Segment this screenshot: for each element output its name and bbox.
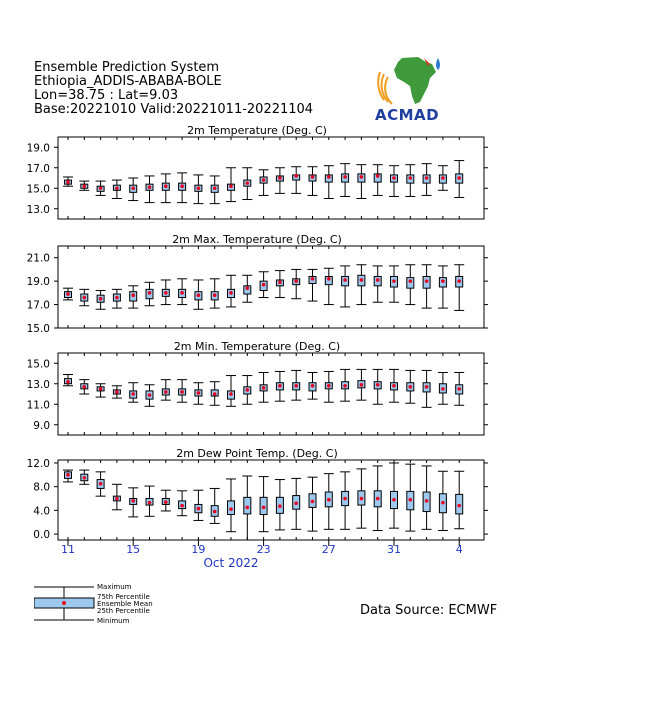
mean-marker xyxy=(262,178,266,182)
panel-title: 2m Temperature (Deg. C) xyxy=(187,124,327,137)
mean-marker xyxy=(360,497,364,501)
y-tick-label: 21.0 xyxy=(26,252,50,265)
header-title: Ensemble Prediction System xyxy=(34,60,220,75)
mean-marker xyxy=(343,175,347,179)
mean-marker xyxy=(99,297,103,301)
mean-marker xyxy=(409,385,413,389)
mean-marker xyxy=(164,500,168,504)
mean-marker xyxy=(441,176,445,180)
mean-marker xyxy=(164,291,168,295)
month-label: Oct 2022 xyxy=(203,556,259,570)
mean-marker xyxy=(360,175,364,179)
mean-marker xyxy=(83,184,87,188)
mean-marker xyxy=(376,497,380,501)
y-tick-label: 4.0 xyxy=(33,505,50,518)
x-tick-label: 23 xyxy=(256,543,271,556)
mean-marker xyxy=(457,387,461,391)
mean-marker xyxy=(360,383,364,387)
mean-marker xyxy=(66,180,70,184)
mean-marker xyxy=(213,186,217,190)
mean-marker xyxy=(148,185,152,189)
y-tick-label: 17.0 xyxy=(26,162,50,175)
mean-marker xyxy=(327,175,331,179)
mean-marker xyxy=(343,278,347,282)
header-coordinates: Lon=38.75 : Lat=9.03 xyxy=(34,88,179,103)
mean-marker xyxy=(441,279,445,283)
mean-marker xyxy=(376,383,380,387)
mean-marker xyxy=(343,497,347,501)
mean-marker xyxy=(294,279,298,283)
mean-marker xyxy=(425,499,429,503)
mean-marker xyxy=(83,296,87,300)
mean-marker xyxy=(409,498,413,502)
mean-marker xyxy=(229,392,233,396)
mean-marker xyxy=(311,384,315,388)
mean-marker xyxy=(360,278,364,282)
legend-mean: Ensemble Mean xyxy=(97,600,153,608)
legend-graphic xyxy=(34,584,96,626)
mean-marker xyxy=(376,278,380,282)
y-tick-label: 9.0 xyxy=(33,419,50,432)
mean-marker xyxy=(246,388,250,392)
mean-marker xyxy=(327,498,331,502)
mean-marker xyxy=(213,510,217,514)
mean-marker xyxy=(164,390,168,394)
y-tick-label: 11.0 xyxy=(26,399,50,412)
mean-marker xyxy=(392,498,396,502)
panel-frame xyxy=(58,460,484,540)
mean-marker xyxy=(392,176,396,180)
mean-marker xyxy=(148,501,152,505)
x-tick-label: 31 xyxy=(387,543,401,556)
mean-marker xyxy=(262,283,266,287)
x-tick-label: 4 xyxy=(455,543,463,556)
x-tick-label: 27 xyxy=(321,543,336,556)
mean-marker xyxy=(457,279,461,283)
legend-p25: 25th Percentile xyxy=(97,607,150,615)
x-tick-label: 11 xyxy=(61,543,75,556)
mean-marker xyxy=(131,392,135,396)
mean-marker xyxy=(457,176,461,180)
mean-marker xyxy=(197,293,201,297)
panel-frame xyxy=(58,353,484,435)
panel-frame xyxy=(58,137,484,219)
mean-marker xyxy=(246,286,250,290)
mean-marker xyxy=(457,504,461,508)
mean-marker xyxy=(180,291,184,295)
mean-marker xyxy=(148,393,152,397)
mean-marker xyxy=(197,391,201,395)
mean-marker xyxy=(99,387,103,391)
mean-marker xyxy=(99,186,103,190)
mean-marker xyxy=(115,497,119,501)
legend-minimum: Minimum xyxy=(97,617,130,625)
mean-marker xyxy=(213,293,217,297)
header-base-valid: Base:20221010 Valid:20221011-20221104 xyxy=(34,102,314,117)
y-tick-label: 15.0 xyxy=(26,358,50,371)
mean-marker xyxy=(392,279,396,283)
y-tick-label: 0.0 xyxy=(33,529,50,542)
mean-marker xyxy=(115,186,119,190)
y-tick-label: 15.0 xyxy=(26,183,50,196)
mean-marker xyxy=(180,184,184,188)
panel-title: 2m Dew Point Temp. (Deg. C) xyxy=(176,447,338,460)
mean-marker xyxy=(180,504,184,508)
mean-marker xyxy=(327,384,331,388)
mean-marker xyxy=(164,184,168,188)
y-tick-label: 17.0 xyxy=(26,299,50,312)
panel-frame xyxy=(58,246,484,328)
mean-marker xyxy=(343,384,347,388)
mean-marker xyxy=(131,499,135,503)
mean-marker xyxy=(409,176,413,180)
mean-marker xyxy=(441,387,445,391)
y-tick-label: 19.0 xyxy=(26,142,50,155)
mean-marker xyxy=(213,392,217,396)
mean-marker xyxy=(246,181,250,185)
mean-marker xyxy=(425,176,429,180)
mean-marker xyxy=(311,500,315,504)
mean-marker xyxy=(115,296,119,300)
mean-marker xyxy=(197,507,201,511)
mean-marker xyxy=(278,504,282,508)
mean-marker xyxy=(229,291,233,295)
mean-marker xyxy=(197,186,201,190)
data-source: Data Source: ECMWF xyxy=(360,603,498,618)
header-station: Ethiopia_ADDIS-ABABA-BOLE xyxy=(34,74,222,89)
legend-maximum: Maximum xyxy=(97,583,132,591)
mean-marker xyxy=(246,506,250,510)
mean-marker xyxy=(278,281,282,285)
mean-marker xyxy=(278,384,282,388)
mean-marker xyxy=(229,184,233,188)
mean-marker xyxy=(148,291,152,295)
mean-marker xyxy=(409,279,413,283)
mean-marker xyxy=(131,293,135,297)
mean-marker xyxy=(262,506,266,510)
y-tick-label: 13.0 xyxy=(26,203,50,216)
mean-marker xyxy=(311,277,315,281)
mean-marker xyxy=(294,174,298,178)
mean-marker xyxy=(115,390,119,394)
y-tick-label: 12.0 xyxy=(26,457,50,470)
mean-marker xyxy=(66,380,70,384)
mean-marker xyxy=(262,386,266,390)
mean-marker xyxy=(278,176,282,180)
mean-marker xyxy=(180,390,184,394)
mean-marker xyxy=(131,186,135,190)
mean-marker xyxy=(311,175,315,179)
mean-marker xyxy=(294,501,298,505)
mean-marker xyxy=(66,292,70,296)
x-tick-label: 19 xyxy=(191,543,206,556)
mean-marker xyxy=(425,385,429,389)
legend-p75: 75th Percentile xyxy=(97,593,150,601)
mean-marker xyxy=(66,473,70,477)
panel-title: 2m Max. Temperature (Deg. C) xyxy=(172,233,342,246)
logo-text: ACMAD xyxy=(375,106,440,124)
mean-marker xyxy=(376,174,380,178)
y-tick-label: 13.0 xyxy=(26,378,50,391)
mean-marker xyxy=(392,384,396,388)
y-tick-label: 8.0 xyxy=(33,481,50,494)
mean-marker xyxy=(425,279,429,283)
panel-title: 2m Min. Temperature (Deg. C) xyxy=(173,340,341,353)
x-tick-label: 15 xyxy=(126,543,141,556)
mean-marker xyxy=(83,385,87,389)
mean-marker xyxy=(294,384,298,388)
y-tick-label: 15.0 xyxy=(26,323,50,335)
mean-marker xyxy=(83,476,87,480)
mean-marker xyxy=(327,277,331,281)
y-tick-label: 19.0 xyxy=(26,276,50,289)
mean-marker xyxy=(99,482,103,486)
mean-marker xyxy=(229,507,233,511)
mean-marker xyxy=(441,501,445,505)
